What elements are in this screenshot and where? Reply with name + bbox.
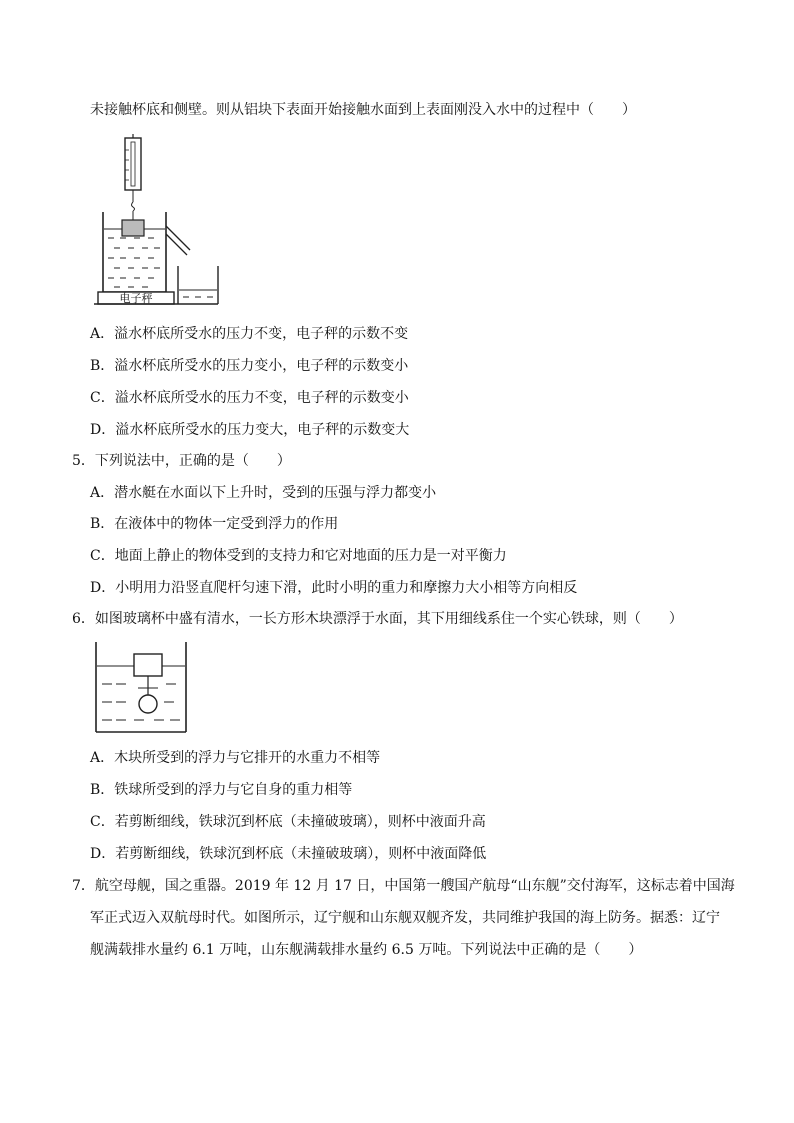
q6-stem: 6．如图玻璃杯中盛有清水，一长方形木块漂浮于水面，其下用细线系住一个实心铁球，则（ ） xyxy=(72,611,683,627)
wood-block xyxy=(134,654,162,676)
q5-option-d: D．小明用力沿竖直爬杆匀速下滑，此时小明的重力和摩擦力大小相等方向相反 xyxy=(90,580,578,596)
q6-option-d: D．若剪断细线，铁球沉到杯底（未撞破玻璃），则杯中液面降低 xyxy=(90,846,487,862)
q7-stem-line-3: 舰满载排水量约 6.1 万吨，山东舰满载排水量约 6.5 万吨。下列说法中正确的是（ ） xyxy=(90,942,643,958)
iron-ball xyxy=(139,695,157,713)
overflow-cup-figure xyxy=(94,132,234,308)
q4-option-c: C．溢水杯底所受水的压力不变，电子秤的示数变小 xyxy=(90,390,409,406)
aluminum-block xyxy=(122,220,144,236)
q4-option-d: D．溢水杯底所受水的压力变大，电子秤的示数变大 xyxy=(90,422,410,438)
q4-option-b: B．溢水杯底所受水的压力变小，电子秤的示数变小 xyxy=(90,358,409,374)
q5-option-b: B．在液体中的物体一定受到浮力的作用 xyxy=(90,516,339,532)
q5-stem: 5．下列说法中，正确的是（ ） xyxy=(72,453,291,469)
q4-stem-continuation: 未接触杯底和侧壁。则从铝块下表面开始接触水面到上表面刚没入水中的过程中（ ） xyxy=(90,102,636,118)
scale-label: 电子秤 xyxy=(119,292,153,305)
q5-option-a: A．潜水艇在水面以下上升时，受到的压强与浮力都变小 xyxy=(90,485,437,501)
q5-option-c: C．地面上静止的物体受到的支持力和它对地面的压力是一对平衡力 xyxy=(90,548,507,564)
q6-option-c: C．若剪断细线，铁球沉到杯底（未撞破玻璃），则杯中液面升高 xyxy=(90,814,486,830)
q7-stem-line-1: 7．航空母舰，国之重器。2019 年 12 月 17 日，中国第一艘国产航母“山东舰”交付海军，这标志着中国海 xyxy=(72,878,735,894)
q4-option-a: A．溢水杯底所受水的压力不变，电子秤的示数不变 xyxy=(90,326,409,342)
glass-cup-figure xyxy=(94,640,188,736)
q6-option-b: B．铁球所受到的浮力与它自身的重力相等 xyxy=(90,782,353,798)
q7-stem-line-2: 军正式迈入双航母时代。如图所示，辽宁舰和山东舰双舰齐发，共同维护我国的海上防务。据悉：辽宁 xyxy=(90,910,720,926)
q6-option-a: A．木块所受到的浮力与它排开的水重力不相等 xyxy=(90,750,381,766)
